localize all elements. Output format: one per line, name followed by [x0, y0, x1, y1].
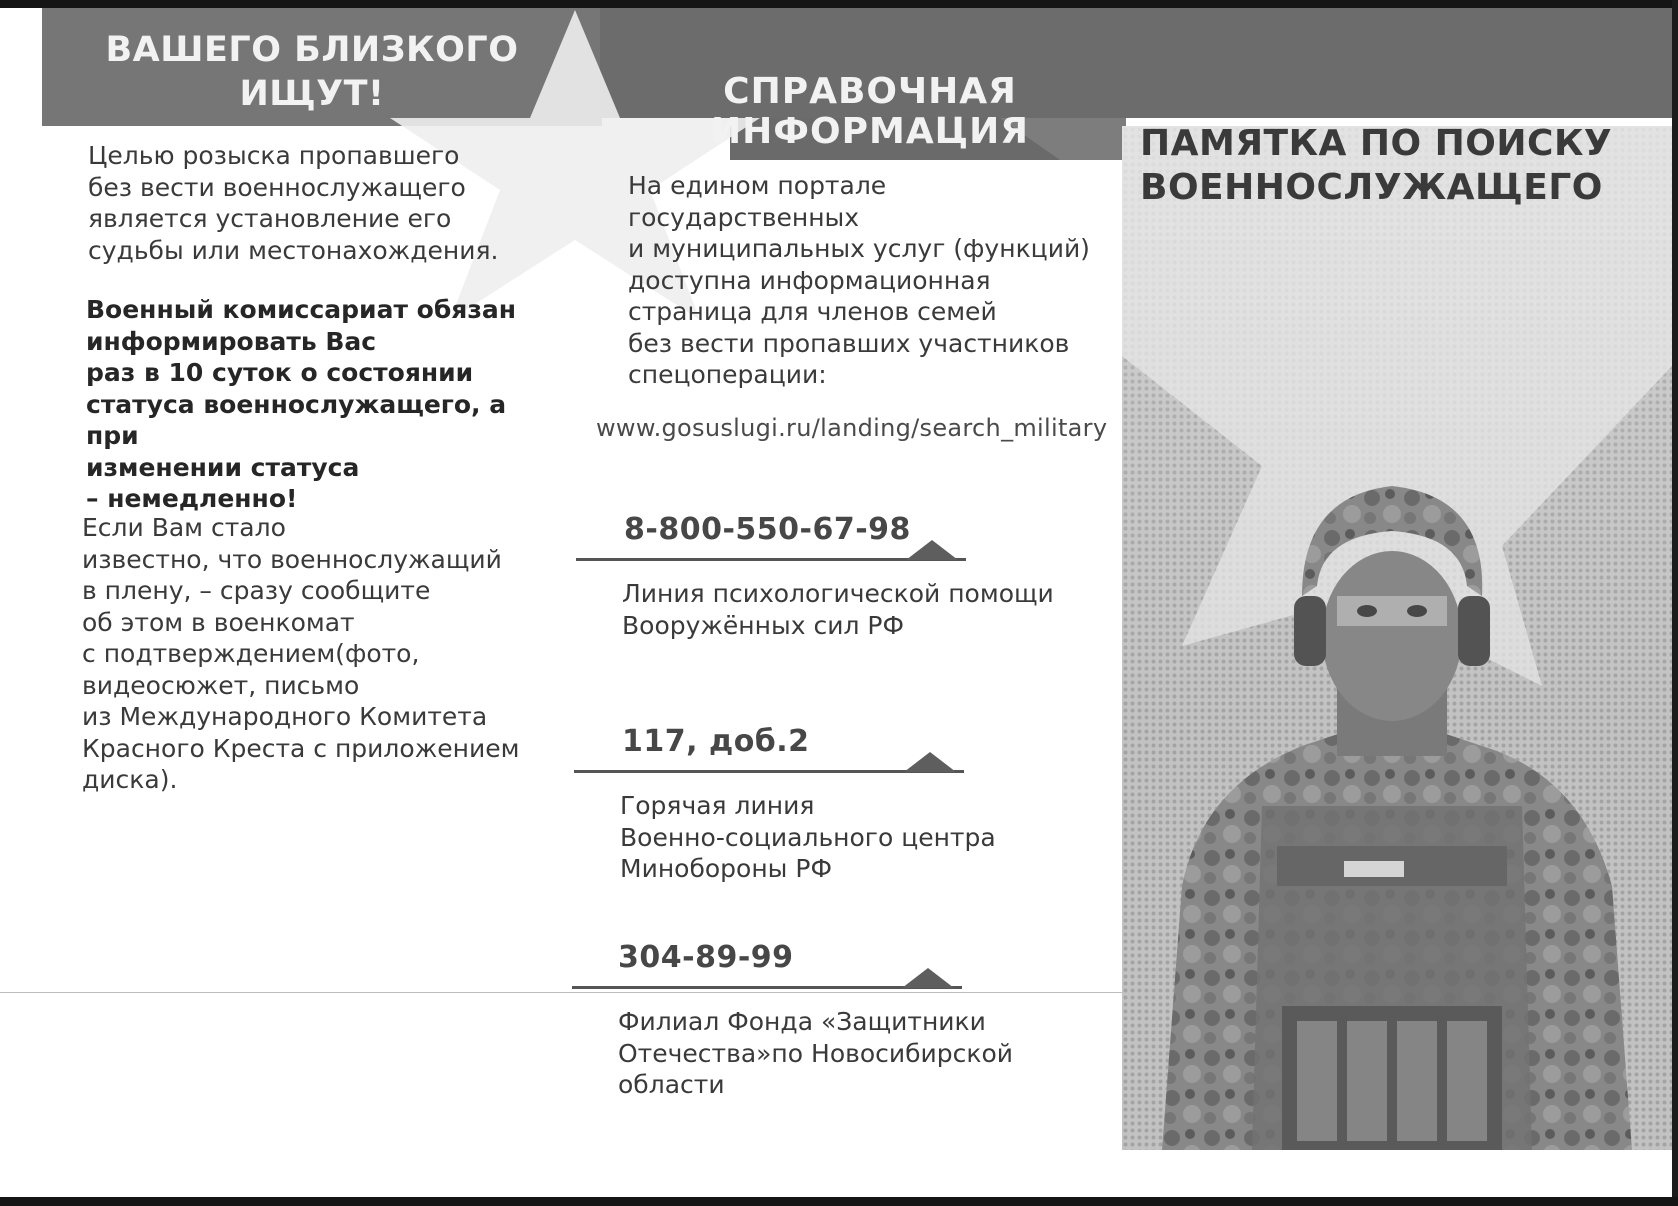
- phone-hotline[interactable]: 117, доб.2: [622, 724, 810, 759]
- triangle-marker-1: [906, 540, 958, 560]
- phone-psych-help[interactable]: 8-800-550-67-98: [624, 512, 911, 547]
- phone-foundation[interactable]: 304-89-99: [618, 940, 794, 975]
- left-paragraph-captivity: Если Вам стало известно, что военнослужащий в плену, – сразу сообщите об этом в военкомат с подтверждением(фото, видеосюжет, письмо из Международного Комитета Красного Креста с приложением диска).: [82, 513, 520, 794]
- hotline-description: Горячая линия Военно-социального центра Минобороны РФ: [620, 791, 996, 883]
- triangle-marker-2: [904, 752, 956, 772]
- left-paragraph-commissariat: Военный комиссариат обязан информировать Вас раз в 10 суток о состоянии статуса военнослужащего, а при изменении статуса – немедленно!: [86, 295, 516, 513]
- foundation-description: Филиал Фонда «Защитники Отечества»по Новосибирской области: [618, 1007, 1014, 1099]
- triangle-marker-3: [902, 968, 954, 988]
- psych-help-description: Линия психологической помощи Вооружённых сил РФ: [622, 579, 1054, 640]
- soldier-photo: [1122, 126, 1672, 1150]
- left-panel-header: ВАШЕГО БЛИЗКОГО ИЩУТ!: [105, 30, 519, 114]
- gosuslugi-link[interactable]: www.gosuslugi.ru/landing/search_military: [596, 414, 1108, 442]
- middle-panel-header: СПРАВОЧНАЯ ИНФОРМАЦИЯ: [711, 71, 1029, 152]
- right-panel-title: ПАМЯТКА ПО ПОИСКУ ВОЕННОСЛУЖАЩЕГО: [1140, 123, 1613, 208]
- middle-intro: На едином портале государственных и муниципальных услуг (функций) доступна информационная страница для членов семей без вести пропавших участников спецоперации:: [628, 171, 1090, 389]
- left-paragraph-purpose: Целью розыска пропавшего без вести военнослужащего является установление его судьбы или местонахождения.: [88, 141, 499, 265]
